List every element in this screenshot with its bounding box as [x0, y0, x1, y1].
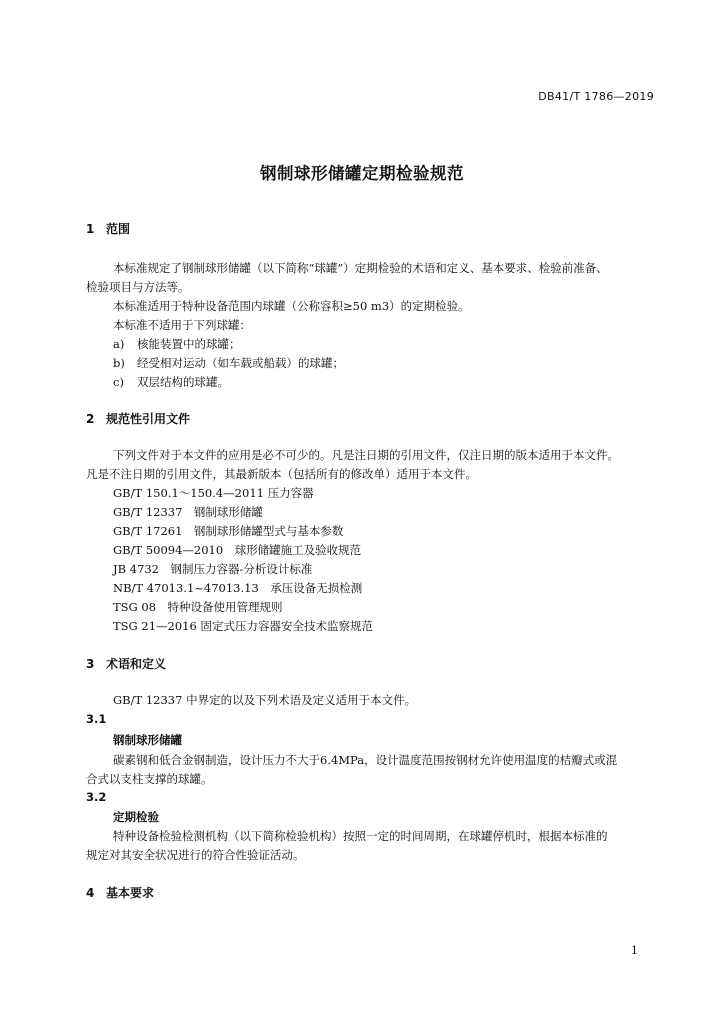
section-title: 规范性引用文件 — [106, 412, 191, 426]
term-heading: 定期检验 — [113, 810, 159, 824]
list-item — [113, 374, 229, 390]
section-number: 2 — [86, 412, 95, 426]
section-heading-1 — [86, 220, 130, 237]
document-title: 钢制球形储罐定期检验规范 — [260, 164, 464, 183]
term-definition-line2: 规定对其安全状况进行的符合性验证活动。 — [86, 848, 305, 862]
reference-item: GB/T 150.1～150.4—2011 压力容器 — [113, 486, 314, 500]
term-definition-line1: 碳素钢和低合金钢制造，设计压力不大于6.4MPa，设计温度范围按钢材允许使用温度的桔瓣式或混 — [113, 753, 618, 767]
reference-item: GB/T 12337 钢制球形储罐 — [113, 505, 263, 519]
section-title: 术语和定义 — [106, 657, 167, 671]
section-number: 4 — [86, 886, 95, 900]
term-heading: 钢制球形储罐 — [113, 733, 182, 747]
section-heading-2 — [86, 410, 190, 427]
reference-item: JB 4732 钢制压力容器-分析设计标准 — [113, 562, 313, 576]
section-title: 范围 — [106, 222, 131, 236]
reference-item: TSG 08 特种设备使用管理规则 — [113, 600, 283, 614]
list-item — [113, 355, 344, 371]
standard-number: DB41/T 1786—2019 — [538, 90, 654, 103]
paragraph-exclusions: 本标准不适用于下列球罐： — [113, 318, 251, 332]
clause-number: 3.1 — [86, 712, 107, 726]
section-heading-3 — [86, 655, 166, 672]
paragraph-applicability: 本标准适用于特种设备范围内球罐（公称容积≥50 m3）的定期检验。 — [113, 299, 470, 313]
paragraph-references-line2: 凡是不注日期的引用文件，其最新版本（包括所有的修改单）适用于本文件。 — [86, 467, 477, 481]
section-number: 1 — [86, 222, 95, 236]
list-text: 经受相对运动（如车载或船载）的球罐； — [137, 356, 344, 370]
list-text: 双层结构的球罐。 — [137, 375, 229, 389]
clause-number: 3.2 — [86, 790, 107, 804]
section-heading-4 — [86, 884, 154, 901]
paragraph-scope-line1: 本标准规定了钢制球形储罐（以下简称“球罐”）定期检验的术语和定义、基本要求、检验前准备、 — [113, 261, 608, 275]
list-marker: c) — [113, 375, 124, 389]
paragraph-references-line1: 下列文件对于本文件的应用是必不可少的。凡是注日期的引用文件，仅注日期的版本适用于本文件。 — [113, 448, 619, 462]
list-item — [113, 336, 241, 352]
reference-item: NB/T 47013.1~47013.13 承压设备无损检测 — [113, 581, 363, 595]
reference-item: GB/T 17261 钢制球形储罐型式与基本参数 — [113, 524, 344, 538]
paragraph-scope-line2: 检验项目与方法等。 — [86, 280, 190, 294]
term-definition-line2: 合式以支柱支撑的球罐。 — [86, 772, 213, 786]
list-text: 核能装置中的球罐； — [137, 337, 241, 351]
section-title: 基本要求 — [106, 886, 155, 900]
page-number: 1 — [631, 944, 638, 957]
section-number: 3 — [86, 657, 95, 671]
list-marker: b) — [113, 356, 125, 370]
list-marker: a) — [113, 337, 125, 351]
term-definition-line1: 特种设备检验检测机构（以下简称检验机构）按照一定的时间周期，在球罐停机时，根据本标准的 — [113, 829, 608, 843]
paragraph-terms-intro: GB/T 12337 中界定的以及下列术语及定义适用于本文件。 — [113, 693, 417, 707]
reference-item: TSG 21—2016 固定式压力容器安全技术监察规范 — [113, 619, 373, 633]
reference-item: GB/T 50094—2010 球形储罐施工及验收规范 — [113, 543, 362, 557]
